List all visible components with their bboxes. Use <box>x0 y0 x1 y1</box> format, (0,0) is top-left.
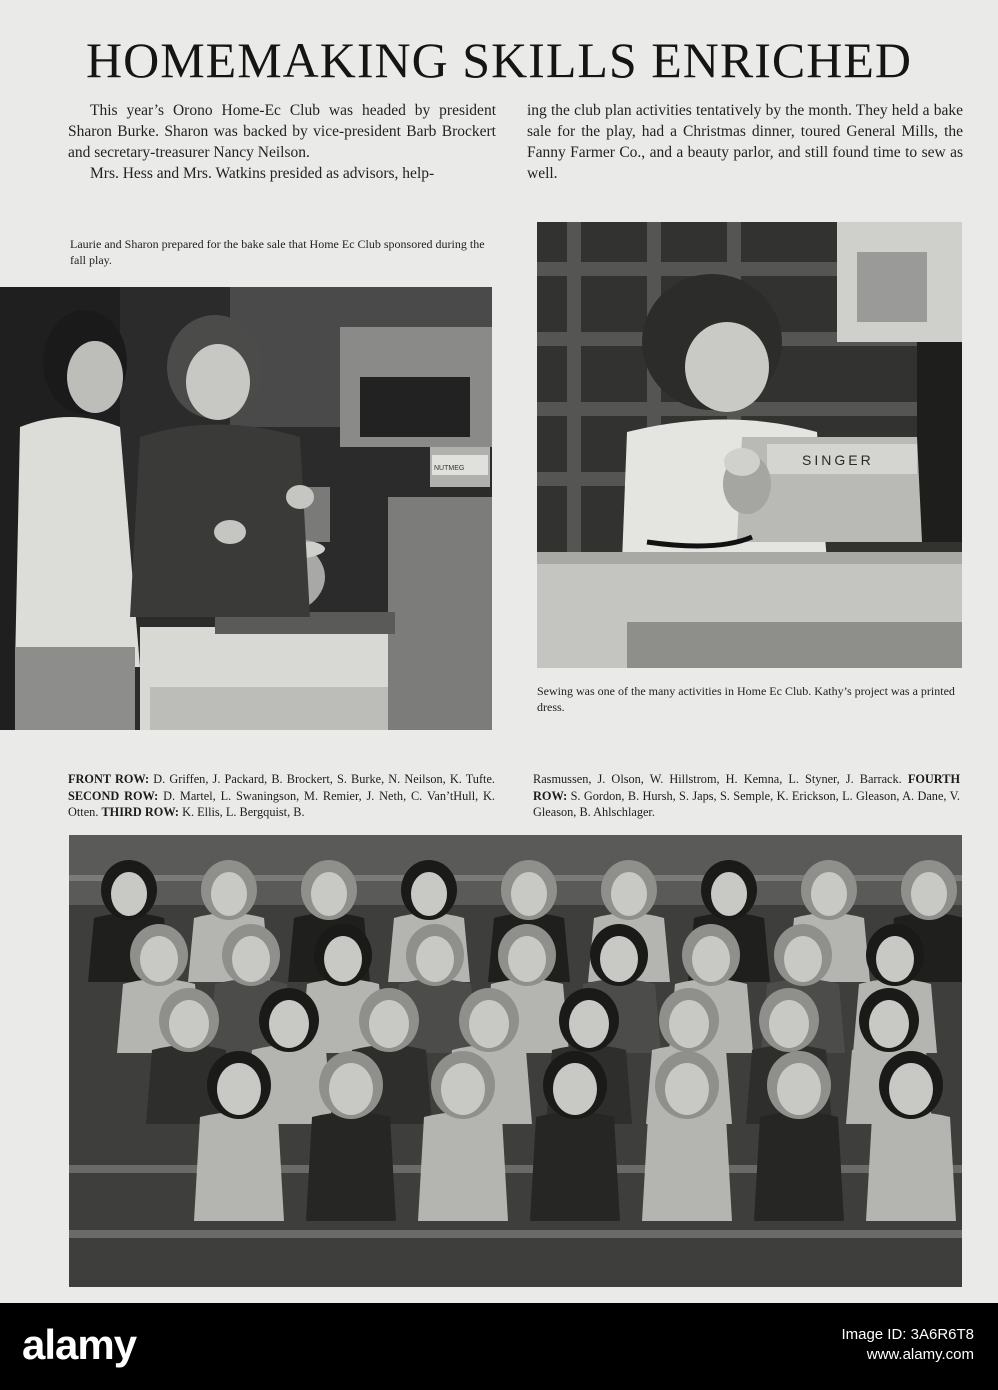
group-member-face <box>777 1063 821 1115</box>
group-member-face <box>324 936 362 982</box>
group-member-body <box>866 1112 956 1221</box>
bake-sale-caption: Laurie and Sharon prepared for the bake sale that Home Ec Club sponsored during the fall play. <box>70 237 485 267</box>
group-member-face <box>553 1063 597 1115</box>
group-member-face <box>769 1000 809 1048</box>
front-row-label: FRONT ROW: <box>68 772 150 786</box>
group-member-face <box>692 936 730 982</box>
group-member-body <box>418 1112 508 1221</box>
group-photo <box>69 835 962 1287</box>
alamy-logo: alamy <box>22 1321 137 1368</box>
group-member-face <box>269 1000 309 1048</box>
group-member-face <box>669 1000 709 1048</box>
watermark-banner <box>0 1303 998 1390</box>
group-member-body <box>754 1112 844 1221</box>
intro-column-left <box>68 100 496 184</box>
group-member-face <box>369 1000 409 1048</box>
intro-paragraph-2-start: Mrs. Hess and Mrs. Watkins presided as advisors, help- <box>90 165 435 182</box>
group-member-face <box>889 1063 933 1115</box>
group-member-face <box>441 1063 485 1115</box>
nutmeg-tin-label: NUTMEG <box>434 465 465 472</box>
group-member-body <box>530 1112 620 1221</box>
group-member-face <box>611 872 647 916</box>
group-member-face <box>232 936 270 982</box>
group-member-face <box>511 872 547 916</box>
group-member-face <box>711 872 747 916</box>
group-member-face <box>311 872 347 916</box>
group-member-face <box>469 1000 509 1048</box>
group-member-face <box>140 936 178 982</box>
front-row-names: D. Griffen, J. Packard, B. Brockert, S. Burke, N. Neilson, K. Tufte. <box>153 772 495 786</box>
group-member-face <box>169 1000 209 1048</box>
group-member-body <box>306 1112 396 1221</box>
intro-paragraph-1: This year’s Orono Home-Ec Club was headed by president Sharon Burke. Sharon was backed by vice-president Barb Brockert and secretary-treasurer Nancy Neilson. <box>68 102 496 161</box>
third-row-names-start: K. Ellis, L. Bergquist, B. <box>182 805 305 819</box>
roster-column-left <box>68 771 495 821</box>
group-member-face <box>811 872 847 916</box>
group-member-face <box>876 936 914 982</box>
group-member-face <box>600 936 638 982</box>
singer-machine-label: SINGER <box>802 452 874 468</box>
fourth-row-names: S. Gordon, B. Hursh, S. Japs, S. Semple, K. Erickson, L. Gleason, A. Dane, V. Gleason, B. Ahlschlager. <box>533 788 960 819</box>
group-member-face <box>869 1000 909 1048</box>
group-member-face <box>665 1063 709 1115</box>
sewing-caption: Sewing was one of the many activities in Home Ec Club. Kathy’s project was a printed dress. <box>537 684 955 714</box>
site-url: www.alamy.com <box>866 1346 974 1363</box>
second-row-names: D. Martel, L. Swaningson, M. Remier, J. Neth, C. Van’tHull, K. Otten. <box>68 788 496 819</box>
group-member-face <box>217 1063 261 1115</box>
group-member-face <box>911 872 947 916</box>
group-member-face <box>111 872 147 916</box>
roster-column-right <box>533 771 960 821</box>
group-member-face <box>416 936 454 982</box>
second-row-label: SECOND ROW: <box>68 788 159 803</box>
intro-paragraph-2-end: ing the club plan activities tentatively by the month. They held a bake sale for the play, had a Christmas dinner, toured General Mills, the Fanny Farmer Co., and a beauty parlor, and still found time to sew as well. <box>527 102 963 182</box>
group-member-body <box>642 1112 732 1221</box>
group-member-face <box>329 1063 373 1115</box>
sewing-photo <box>537 222 962 668</box>
group-member-face <box>411 872 447 916</box>
page-title: HOMEMAKING SKILLS ENRICHED <box>86 32 912 88</box>
third-row-names-end: Rasmussen, J. Olson, W. Hillstrom, H. Kemna, L. Styner, J. Barrack. <box>533 772 902 786</box>
fourth-row-label: FOURTH ROW: <box>533 772 961 803</box>
group-member-face <box>569 1000 609 1048</box>
third-row-label: THIRD ROW: <box>101 805 180 819</box>
group-member-body <box>194 1112 284 1221</box>
group-member-face <box>211 872 247 916</box>
group-member-face <box>508 936 546 982</box>
image-id-block <box>841 1325 974 1365</box>
intro-column-right <box>527 100 963 184</box>
bake-sale-photo <box>0 287 492 730</box>
image-id: Image ID: 3A6R6T8 <box>841 1326 974 1343</box>
group-member-face <box>784 936 822 982</box>
